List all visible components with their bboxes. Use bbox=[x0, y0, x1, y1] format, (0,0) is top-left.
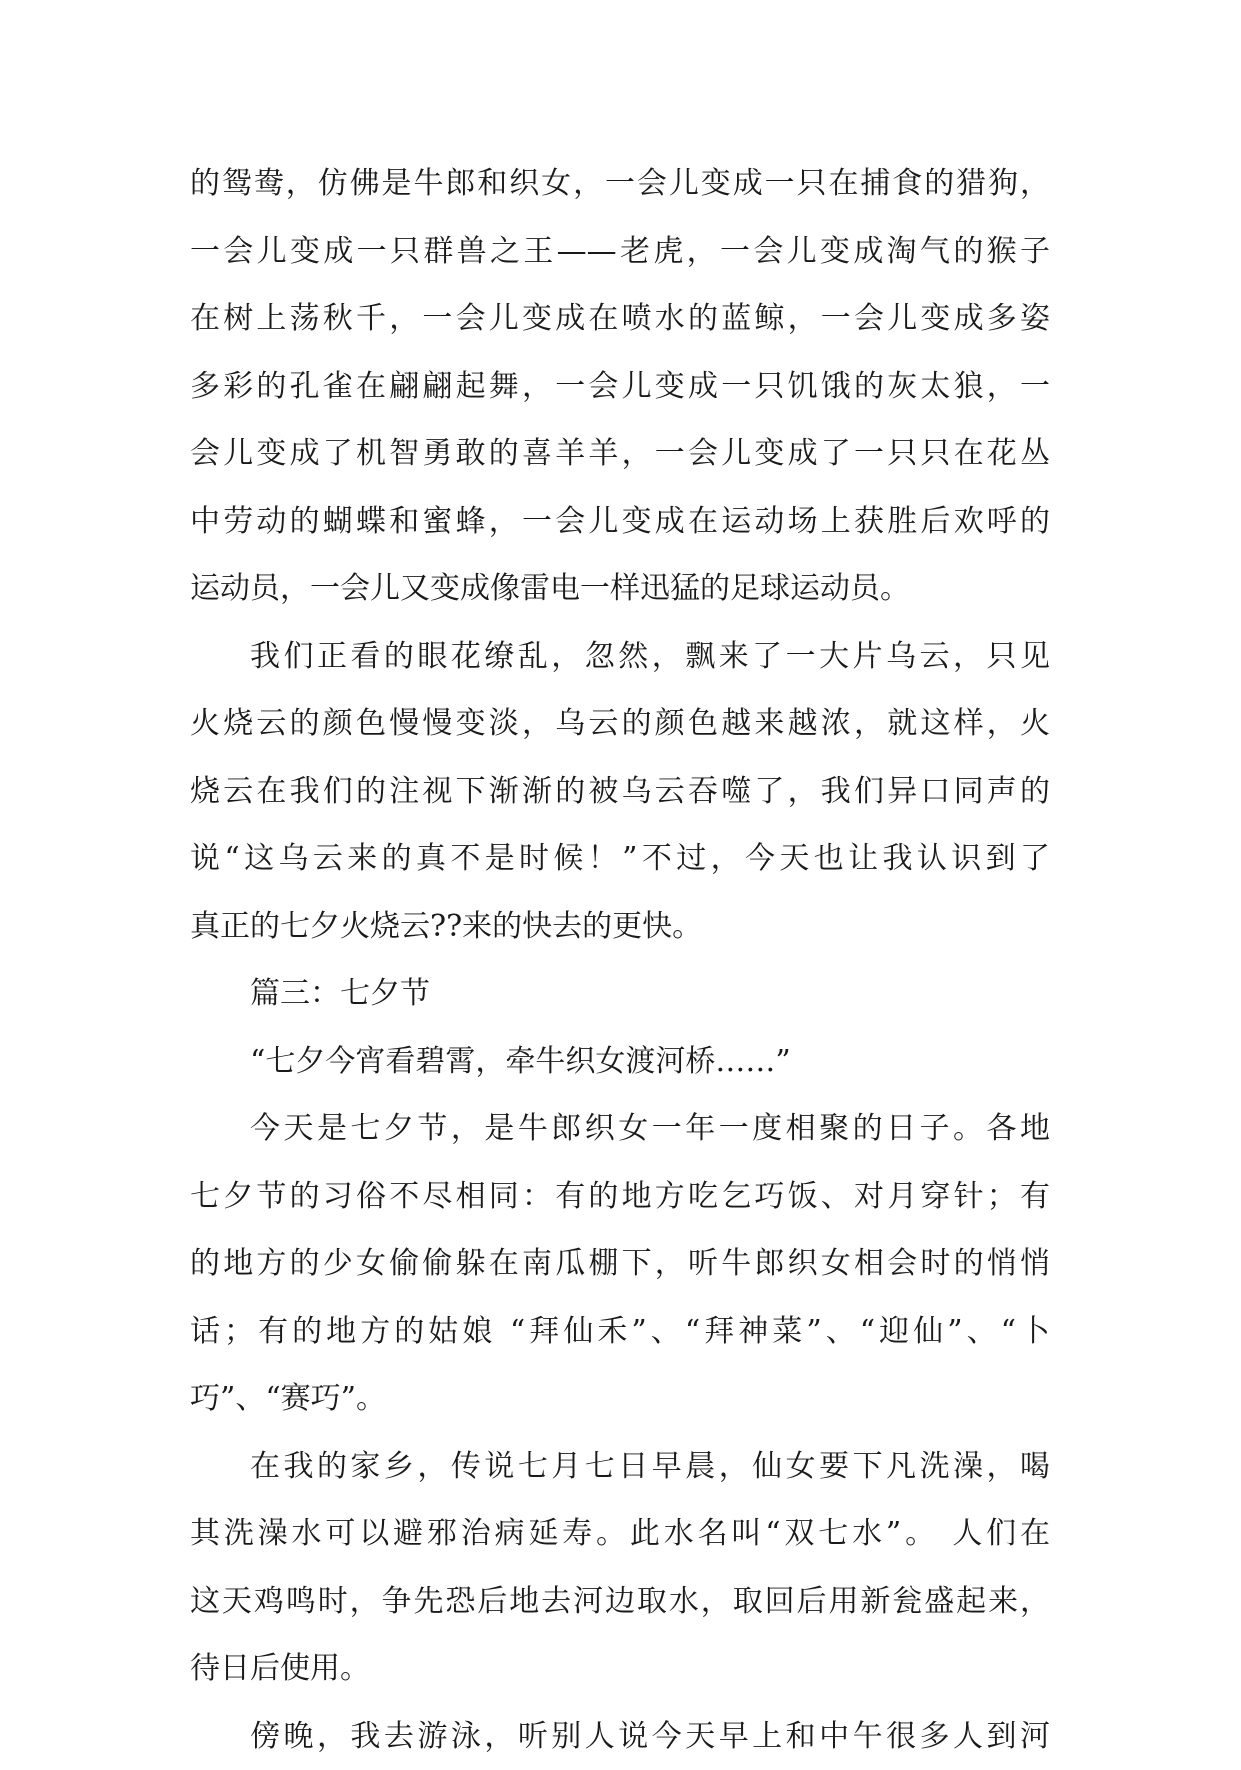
paragraph-line: 傍晚，我去游泳，听别人说今天早上和中午很多人到河 bbox=[190, 1703, 1050, 1770]
paragraph-line: 今天是七夕节，是牛郎织女一年一度相聚的日子。各地 bbox=[190, 1095, 1050, 1163]
document-body bbox=[190, 150, 1050, 1770]
paragraph-line: 火烧云的颜色慢慢变淡，乌云的颜色越来越浓，就这样，火 bbox=[190, 690, 1050, 758]
section-heading: 篇三：七夕节 bbox=[190, 960, 1050, 1028]
paragraph-line: 运动员，一会儿又变成像雷电一样迅猛的足球运动员。 bbox=[190, 555, 1050, 623]
poem-quote: “七夕今宵看碧霄，牵牛织女渡河桥……” bbox=[190, 1028, 1050, 1096]
paragraph-line: 这天鸡鸣时，争先恐后地去河边取水，取回后用新瓮盛起来， bbox=[190, 1568, 1050, 1636]
paragraph-line: 中劳动的蝴蝶和蜜蜂，一会儿变成在运动场上获胜后欢呼的 bbox=[190, 488, 1050, 556]
paragraph-line: 真正的七夕火烧云??来的快去的更快。 bbox=[190, 893, 1050, 961]
paragraph-line: 在树上荡秋千，一会儿变成在喷水的蓝鲸，一会儿变成多姿 bbox=[190, 285, 1050, 353]
paragraph-line: 待日后使用。 bbox=[190, 1635, 1050, 1703]
paragraph-line: 在我的家乡，传说七月七日早晨，仙女要下凡洗澡，喝 bbox=[190, 1433, 1050, 1501]
paragraph-line: 说“这乌云来的真不是时候！”不过，今天也让我认识到了 bbox=[190, 825, 1050, 893]
paragraph-line: 七夕节的习俗不尽相同：有的地方吃乞巧饭、对月穿针；有 bbox=[190, 1163, 1050, 1231]
paragraph-line: 会儿变成了机智勇敢的喜羊羊，一会儿变成了一只只在花丛 bbox=[190, 420, 1050, 488]
paragraph-line: 多彩的孔雀在翩翩起舞，一会儿变成一只饥饿的灰太狼，一 bbox=[190, 353, 1050, 421]
paragraph-line: 其洗澡水可以避邪治病延寿。此水名叫“双七水”。 人们在 bbox=[190, 1500, 1050, 1568]
paragraph-line: 巧”、“赛巧”。 bbox=[190, 1365, 1050, 1433]
paragraph-line: 一会儿变成一只群兽之王——老虎，一会儿变成淘气的猴子 bbox=[190, 218, 1050, 286]
paragraph-line: 烧云在我们的注视下渐渐的被乌云吞噬了，我们异口同声的 bbox=[190, 758, 1050, 826]
paragraph-line: 的地方的少女偷偷躲在南瓜棚下，听牛郎织女相会时的悄悄 bbox=[190, 1230, 1050, 1298]
paragraph-line: 我们正看的眼花缭乱，忽然，飘来了一大片乌云，只见 bbox=[190, 623, 1050, 691]
paragraph-line: 的鸳鸯，仿佛是牛郎和织女，一会儿变成一只在捕食的猎狗， bbox=[190, 150, 1050, 218]
paragraph-line: 话；有的地方的姑娘 “拜仙禾”、“拜神菜”、“迎仙”、“卜 bbox=[190, 1298, 1050, 1366]
